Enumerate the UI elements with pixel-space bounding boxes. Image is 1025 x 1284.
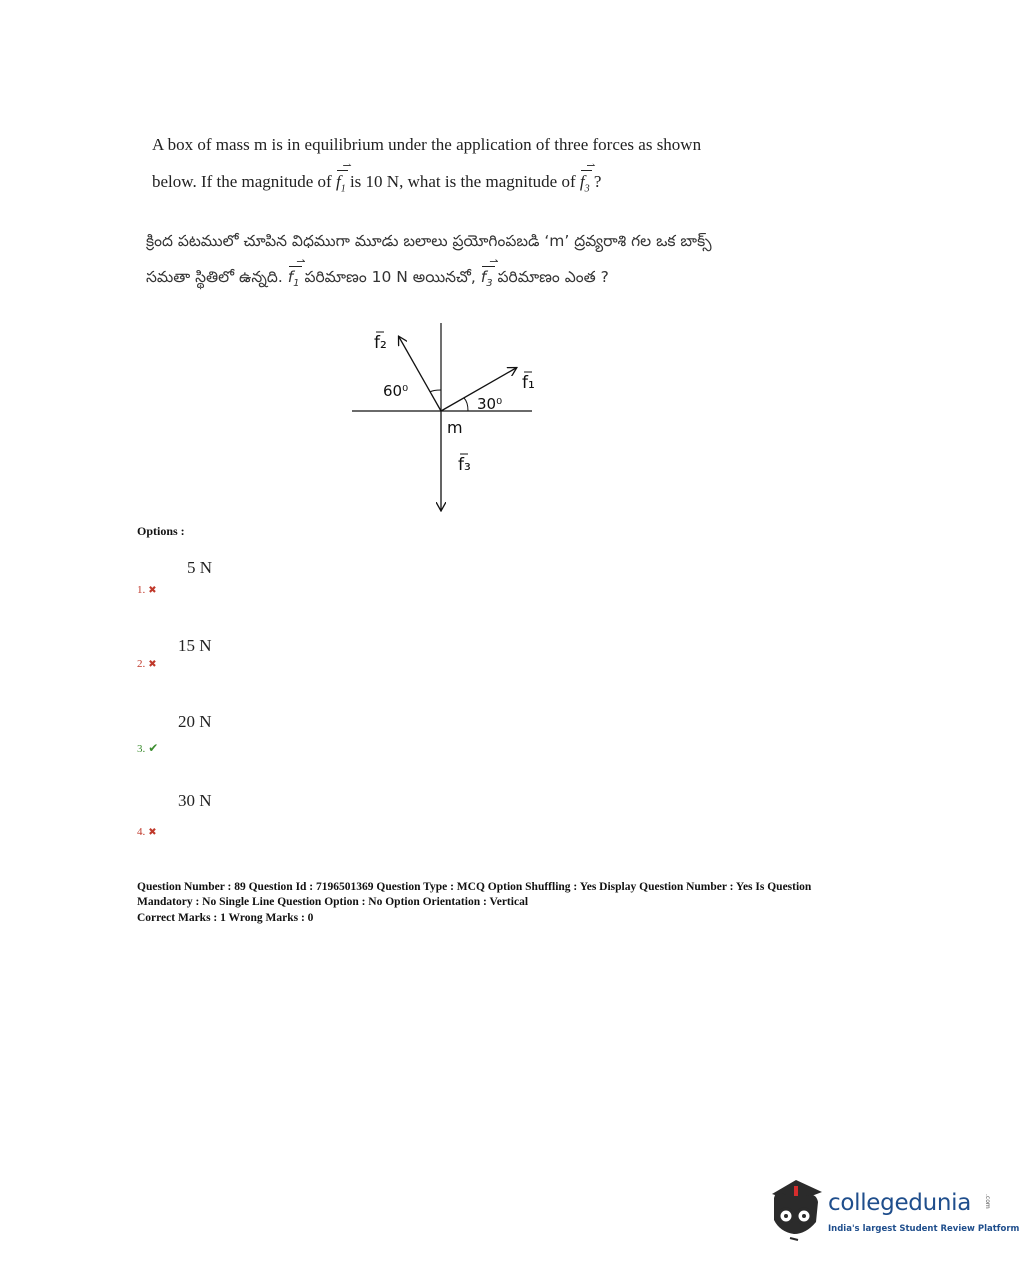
telugu-line-2-text-b: పరిమాణం 10 N అయినచో,: [299, 268, 481, 286]
question-meta-line-3: Correct Marks : 1 Wrong Marks : 0: [137, 912, 314, 924]
vector-subscript: 1: [293, 278, 300, 290]
option-number-3: [137, 741, 158, 756]
vector-symbol: f: [287, 268, 294, 286]
cross-icon: ✖: [148, 659, 157, 670]
vector-f3: [481, 266, 493, 289]
options-label: Options :: [137, 524, 185, 538]
option-text-3[interactable]: 20 N: [178, 712, 212, 731]
vector-subscript: 3: [584, 183, 590, 195]
f3-label: f₃: [458, 455, 471, 475]
question-line-2-text-b: is 10 N, what is the magnitude of: [345, 172, 580, 191]
question-meta-line-1: Question Number : 89 Question Id : 7196501369 Question Type : MCQ Option Shuffling : Yes Display Question Number : Yes Is Question: [137, 881, 812, 893]
telugu-line-2-text-c: పరిమాణం ఎంత ?: [492, 268, 609, 286]
option-text-2[interactable]: 15 N: [178, 636, 212, 655]
cross-icon: ✖: [148, 827, 157, 838]
vector-subscript: 3: [486, 278, 493, 290]
telugu-question-line-2: [146, 266, 609, 290]
vector-f1: [288, 266, 300, 289]
option-number: 4.: [137, 826, 146, 838]
telugu-question-line-1: క్రింద పటములో చూపిన విధముగా మూడు బలాలు ప్రయోగింపబడి ‘m’ ద్రవ్యరాశి గల ఒక బాక్స్: [146, 232, 712, 250]
logo-com: .com: [984, 1194, 991, 1209]
telugu-line-2-text-a: సమతా స్థితిలో ఉన్నది.: [146, 268, 288, 286]
vector-symbol: f: [579, 172, 585, 191]
vector-symbol: f: [480, 268, 487, 286]
cross-icon: ✖: [148, 585, 157, 596]
vector-symbol: f: [335, 172, 341, 191]
option-text-4[interactable]: 30 N: [178, 791, 212, 810]
f1-label: f₁: [522, 373, 535, 393]
angle-arc-60: [430, 390, 441, 392]
mass-label: m: [447, 418, 463, 437]
logo-name: collegedunia: [828, 1190, 972, 1216]
check-icon: ✔: [148, 741, 159, 755]
collegedunia-logo[interactable]: [766, 1176, 1020, 1246]
option-number-2: [137, 658, 157, 670]
option-number: 2.: [137, 658, 146, 670]
question-line-2-text-c: ?: [589, 172, 602, 191]
force-diagram: [340, 318, 540, 518]
vector-subscript: 1: [340, 183, 346, 195]
question-line-2: [152, 170, 601, 194]
option-text-1[interactable]: 5 N: [187, 558, 213, 577]
option-number-1: [137, 584, 157, 596]
mascot-icon: [766, 1176, 828, 1246]
option-number-4: [137, 826, 157, 838]
logo-tagline: India's largest Student Review Platform: [828, 1224, 1020, 1234]
angle-30-label: 30⁰: [477, 395, 503, 413]
option-number: 3.: [137, 743, 146, 755]
vector-f3: [580, 170, 590, 194]
f2-label: f₂: [374, 333, 387, 353]
vector-f1: [336, 170, 346, 194]
angle-arc-30: [464, 398, 468, 411]
question-line-1: A box of mass m is in equilibrium under the application of three forces as shown: [152, 135, 702, 154]
option-number: 1.: [137, 584, 146, 596]
question-meta-line-2: Mandatory : No Single Line Question Option : No Option Orientation : Vertical: [137, 896, 529, 908]
angle-60-label: 60⁰: [383, 382, 409, 400]
question-line-2-text-a: below. If the magnitude of: [152, 172, 336, 191]
